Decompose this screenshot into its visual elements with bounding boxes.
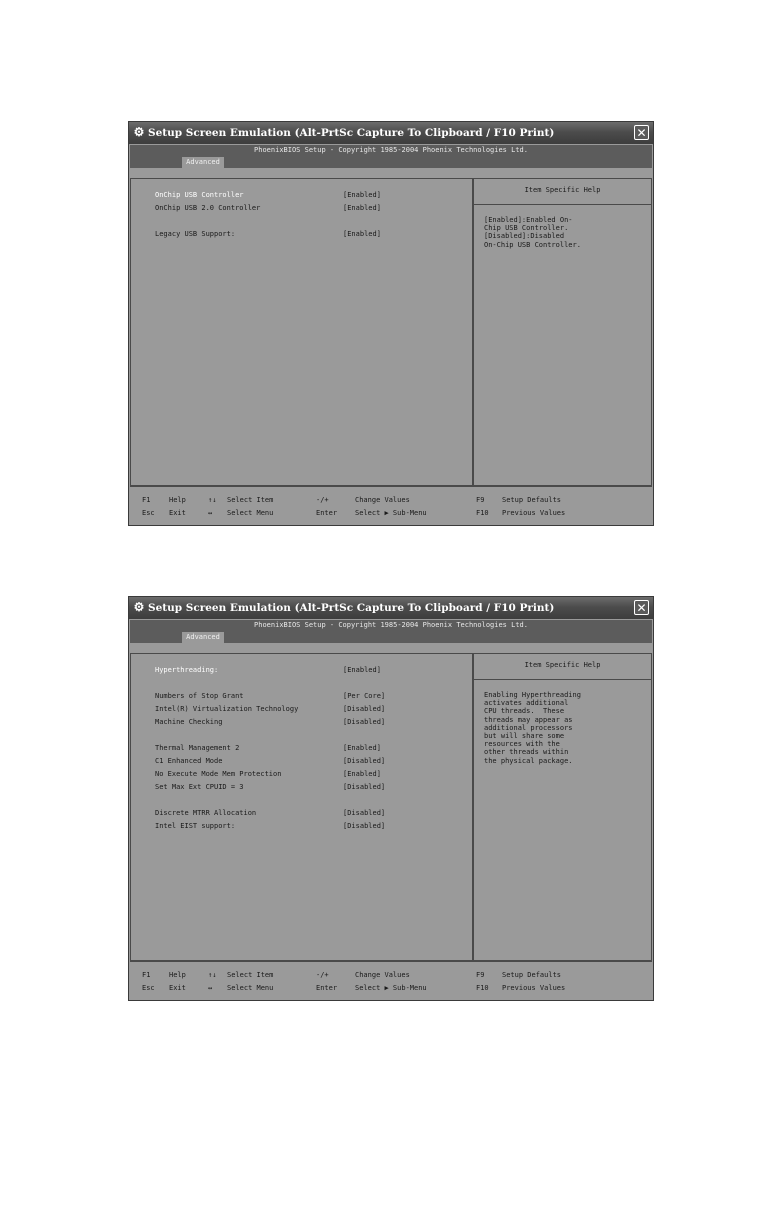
help-panel: [473, 178, 652, 486]
bios-header: PhoenixBIOS Setup - Copyright 1985-2004 Phoenix Technologies Ltd.: [130, 145, 652, 156]
setting-label: Numbers of Stop Grant: [155, 692, 244, 700]
setting-value[interactable]: [Enabled]: [343, 230, 381, 238]
setting-eist-support[interactable]: [155, 821, 465, 831]
setting-max-cpuid[interactable]: [155, 782, 465, 792]
setting-hyperthreading[interactable]: [155, 665, 465, 675]
window-title: Setup Screen Emulation (Alt-PrtSc Capture To Clipboard / F10 Print): [148, 602, 555, 614]
settings-panel: [130, 178, 473, 486]
gear-icon: ⚙: [133, 600, 145, 614]
setting-virtualization[interactable]: [155, 704, 465, 714]
gear-icon: ⚙: [133, 125, 145, 139]
setting-label: No Execute Mode Mem Protection: [155, 770, 282, 778]
setting-value[interactable]: [Disabled]: [343, 809, 386, 817]
key-legend: F1 Help Esc Exit ↑↓ Select Item ↔ Select Menu -/+ Change Values Enter Select ▶ Sub-Menu F9 Setup Defaults F10 Previous Values: [130, 486, 652, 524]
settings-panel: [130, 653, 473, 961]
setting-label: Thermal Management 2: [155, 744, 240, 752]
tab-advanced[interactable]: Advanced: [182, 632, 224, 643]
setting-value[interactable]: [Disabled]: [343, 705, 386, 713]
setting-legacy-usb-support[interactable]: [155, 229, 465, 239]
help-text: Enabling Hyperthreading activates additional CPU threads. These threads may appear as additional processors but will share some resources with the other threads within the physical package.: [484, 691, 581, 765]
setting-value[interactable]: [Enabled]: [343, 191, 381, 199]
setting-value[interactable]: [Enabled]: [343, 204, 381, 212]
setting-mtrr-allocation[interactable]: [155, 808, 465, 818]
setting-label: OnChip USB 2.0 Controller: [155, 204, 261, 212]
setting-stop-grant[interactable]: [155, 691, 465, 701]
setting-value[interactable]: [Enabled]: [343, 770, 381, 778]
close-button[interactable]: ✕: [634, 125, 649, 140]
setting-value[interactable]: [Disabled]: [343, 783, 386, 791]
setting-value[interactable]: [Per Core]: [343, 692, 386, 700]
setting-label: Intel(R) Virtualization Technology: [155, 705, 299, 713]
title-bar[interactable]: [129, 597, 653, 619]
setting-thermal-management[interactable]: [155, 743, 465, 753]
setting-label: Intel EIST support:: [155, 822, 236, 830]
setting-no-execute[interactable]: [155, 769, 465, 779]
setting-label: Machine Checking: [155, 718, 223, 726]
help-text: [Enabled]:Enabled On- Chip USB Controller. [Disabled]:Disabled On-Chip USB Controller.: [484, 216, 581, 249]
setting-value[interactable]: [Disabled]: [343, 718, 386, 726]
setting-label: C1 Enhanced Mode: [155, 757, 223, 765]
setting-value[interactable]: [Disabled]: [343, 822, 386, 830]
window-title: Setup Screen Emulation (Alt-PrtSc Capture To Clipboard / F10 Print): [148, 127, 555, 139]
setting-label: Set Max Ext CPUID = 3: [155, 783, 244, 791]
bios-window-cpu: [128, 596, 654, 1001]
bios-header: PhoenixBIOS Setup - Copyright 1985-2004 Phoenix Technologies Ltd.: [130, 620, 652, 631]
setting-value[interactable]: [Enabled]: [343, 744, 381, 752]
help-title: Item Specific Help: [474, 654, 651, 680]
help-title: Item Specific Help: [474, 179, 651, 205]
setting-label: Legacy USB Support:: [155, 230, 236, 238]
title-bar[interactable]: [129, 122, 653, 144]
setting-onchip-usb2-controller[interactable]: [155, 203, 465, 213]
key-legend: F1 Help Esc Exit ↑↓ Select Item ↔ Select Menu -/+ Change Values Enter Select ▶ Sub-Menu F9 Setup Defaults F10 Previous Values: [130, 961, 652, 999]
setting-machine-checking[interactable]: [155, 717, 465, 727]
setting-label: Hyperthreading:: [155, 666, 219, 674]
setting-c1-enhanced[interactable]: [155, 756, 465, 766]
menu-tab-bar: [130, 631, 652, 643]
setting-onchip-usb-controller[interactable]: [155, 190, 465, 200]
bios-window-usb: [128, 121, 654, 526]
setting-value[interactable]: [Disabled]: [343, 757, 386, 765]
setting-value[interactable]: [Enabled]: [343, 666, 381, 674]
tab-advanced[interactable]: Advanced: [182, 157, 224, 168]
setting-label: Discrete MTRR Allocation: [155, 809, 257, 817]
help-panel: [473, 653, 652, 961]
close-button[interactable]: ✕: [634, 600, 649, 615]
setting-label: OnChip USB Controller: [155, 191, 244, 199]
menu-tab-bar: [130, 156, 652, 168]
